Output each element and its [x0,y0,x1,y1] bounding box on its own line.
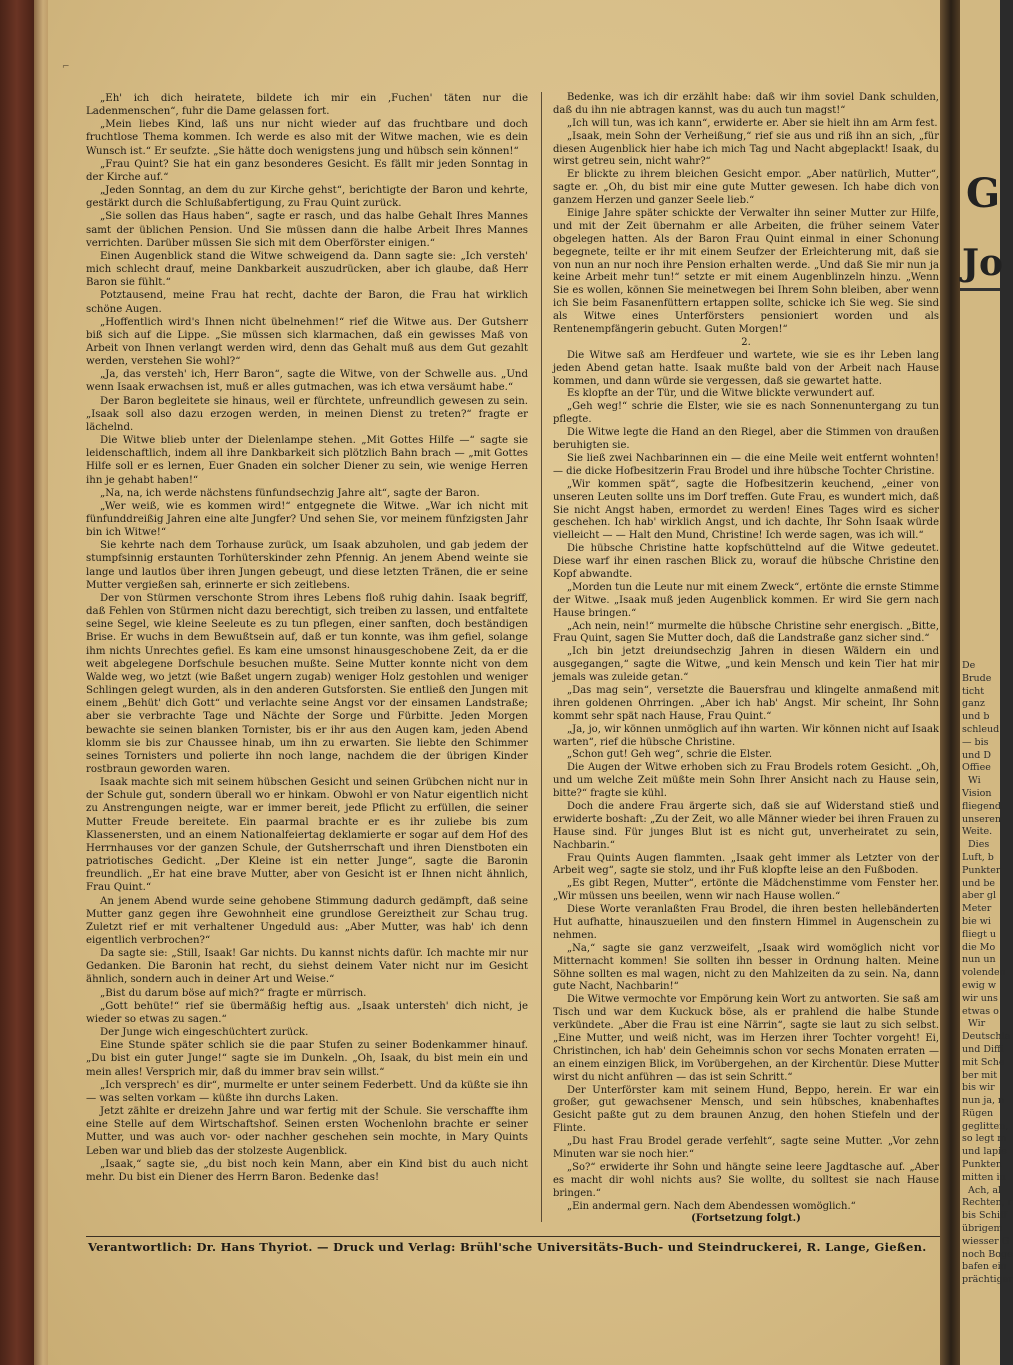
paragraph: Sie ließ zwei Nachbarinnen ein — die eine Meile weit entfernt wohnten! — die dicke Hofbesitzerin Frau Brodel und ihre hübsche Tochter Christine. [553,452,939,477]
paragraph: Isaak machte sich mit seinem hübschen Gesicht und seinen Grübchen nicht nur in der Schule gut, sondern überall wo er hinkam. Obwohl er von Natur eigentlich nicht zu Anstrengungen neigte, war er immer bereit, jede Pflicht zu erfüllen, die seiner Mutter Freude bereitete. Ein paarmal brachte er es ihr zuliebe bis zum Klassenersten, und an einem Nationalfeiertag deklamierte er sogar auf dem Hof des Herrnhauses vor der ganzen Schule, der Gutsherrschaft und ihren Dienstboten ein patriotisches Gedicht. „Der Kleine ist ein netter Junge“, sagte die Baronin freundlich. „Er hat eine brave Mutter, aber von Gesicht ist er Ihnen nicht ähnlich, Frau Quint.“ [86,777,528,894]
paragraph: Die Augen der Witwe erhoben sich zu Frau Brodels rotem Gesicht. „Oh, und um welche Zeit müßte mein Sohn Ihrer Ansicht nach zu Hause sein, bitte?“ fragte sie kühl. [553,762,939,800]
paragraph: „Ich versprech' es dir“, murmelte er unter seinem Federbett. Und da küßte sie ihn — was selten vorkam — küßte ihn durchs Laken. [86,1079,528,1104]
paragraph: „Morden tun die Leute nur mit einem Zweck“, ertönte die ernste Stimme der Witwe. „Isaak muß jeden Augenblick kommen. Er wird Sie gern nach Hause bringen.“ [553,581,939,619]
paragraph: „Hoffentlich wird's Ihnen nicht übelnehmen!“ rief die Witwe aus. Der Gutsherr biß sich auf die Lippe. „Sie müssen sich klarmachen, daß ein gewisses Maß von Arbeit von Ihnen verlangt werden wird, denn das Gehalt muß aus dem Gut gezahlt werden, verstehen Sie wohl?“ [86,316,528,368]
paragraph: „Wir kommen spät“, sagte die Hofbesitzerin keuchend, „einer von unseren Leuten sollte uns im Dorf treffen. Gute Frau, es wundert mich, daß Sie nicht Angst haben, ermordet zu werden! Eines Tages wird es sicher geschehen. Ich hab' wirklich Angst, und ich dachte, Ihr Sohn Isaak würde vielleicht — — Halt den Mund, Christine! Ich werde sagen, was ich will.“ [553,478,939,542]
paragraph: Die Witwe saß am Herdfeuer und wartete, wie sie es ihr Leben lang jeden Abend getan hatte. Isaak mußte bald von der Arbeit nach Hause kommen, und dann würde sie vergessen, daß sie gewartet hatte. [553,349,939,387]
adjacent-initial: G [966,170,1001,217]
paragraph: Die Witwe vermochte vor Empörung kein Wort zu antworten. Sie saß am Tisch und war dem Kuckuck böse, als er prahlend die halbe Stunde verkündete. „Aber die Frau ist eine Närrin“, sagte sie laut zu sich selbst. „Eine Mutter, und weiß nicht, was im Herzen ihrer Tochter vorgeht! Ei, Christinchen, ich hab' dein Geheimnis schon vor sechs Monaten erraten — an einem einzigen Blick, im Vorübergehen, an der Kirchentür. Diese Mutter wirst du nicht anführen — das ist sein Schritt.“ [553,994,939,1083]
paragraph: „Schon gut! Geh weg“, schrie die Elster. [567,749,773,761]
paragraph: Sie kehrte nach dem Torhause zurück, um Isaak abzuholen, und gab jedem der stumpfsinnig erstaunten Torhüterskinder zehn Pfennig. An jenem Abend weinte sie lange und lautlos über ihren Jungen gebeugt, und diese letzten Tränen, die er seine Mutter vergießen sah, erinnerte er sich zeitlebens. [86,540,528,591]
paragraph: „Ja, das versteh' ich, Herr Baron“, sagte die Witwe, von der Schwelle aus. „Und wenn Isaak erwachsen ist, muß er alles gutmachen, was ich etwa versäumt habe.“ [86,369,528,394]
adjacent-page [960,0,1013,1365]
paragraph: „Na, na, ich werde nächstens fünfundsechzig Jahre alt“, sagte der Baron. [100,487,480,499]
page-gutter [940,0,962,1365]
paragraph: „Das mag sein“, versetzte die Bauersfrau und klingelte anmaßend mit ihren goldenen Ohrringen. „Aber ich hab' Angst. Mir scheint, Ihr Sohn kommt sehr spät nach Hause, Frau Quint.“ [553,684,939,722]
adjacent-text-fragment: De Brude ticht ganz und b schleud — bis und D Offiee Wi Vision fliegend unseren Weite. Dies Luft, b Punkter und be aber gl Meter bie wi fliegt u die Mo nun un volenden ewig w wir uns etwas o Wir Deutschla und Diffi mit Sche ber mit bis wir nun ja, n Rügen geglitten, so legt m und lapie Punkten mitten in Ach, al Rechten, r bis Schiff übrigem wiesser G noch Boge bafen ein prächtiger [962,660,1013,1286]
paragraph: „Jeden Sonntag, an dem du zur Kirche gehst“, berichtigte der Baron und kehrte, gestärkt durch die Schlußabfertigung, zu Frau Quint zurück. [86,185,528,210]
paragraph: Frau Quints Augen flammten. „Isaak geht immer als Letzter von der Arbeit weg“, sagte sie stolz, und ihr Fuß klopfte leise an den Fußboden. [553,852,939,877]
paragraph: An jenem Abend wurde seine gehobene Stimmung dadurch gedämpft, daß seine Mutter ganz gegen ihre Gewohnheit eine grundlose Gereiztheit zur Schau trug. Zuletzt rief er mit verhaltener Ungeduld aus: „Aber Mutter, was hab' ich denn eigentlich verbrochen?“ [86,895,528,946]
paragraph: Bedenke, was ich dir erzählt habe: daß wir ihm soviel Dank schulden, daß du ihn nie abtragen kannst, was du auch tun magst!“ [553,92,939,116]
paragraph: „Frau Quint? Sie hat ein ganz besonderes Gesicht. Es fällt mir jeden Sonntag in der Kirche auf.“ [86,158,528,183]
paragraph: „Gott behüte!“ rief sie übermäßig heftig aus. „Isaak untersteh' dich nicht, je wieder so etwas zu sagen.“ [86,1000,528,1025]
paragraph: „Mein liebes Kind, laß uns nur nicht wieder auf das fruchtbare und doch fruchtlose Thema kommen. Ich werde es also mit der Witwe machen, wie es dein Wunsch ist.“ Er seufzte. „Sie hätte doch wenigstens jung und hübsch sein können!“ [86,119,528,157]
paragraph: Der Unterförster kam mit seinem Hund, Beppo, herein. Er war ein großer, gut gewachsener Mensch, und sein hübsches, knabenhaftes Gesicht paßte gut zu dem braunen Anzug, den hohen Stiefeln und der Flinte. [553,1084,939,1135]
paragraph: „So?“ erwiderte ihr Sohn und hängte seine leere Jagdtasche auf. „Aber es macht dir wohl nichts aus? Sie wollte, du solltest sie nach Hause bringen.“ [553,1161,939,1199]
adjacent-rule [960,288,1000,291]
page-mark: ⌐ [62,62,70,72]
paragraph: Eine Stunde später schlich sie die paar Stufen zu seiner Bodenkammer hinauf. „Du bist ein guter Junge!“ sagte sie im Dunkeln. „Oh, Isaak, du bist mein ein und mein alles! Versprich mir, daß du immer brav sein willst.“ [86,1040,528,1078]
column-divider [541,92,542,1222]
right-column-part-b [553,350,939,1214]
paragraph: „Wer weiß, wie es kommen wird!“ entgegnete die Witwe. „War ich nicht mit fünfunddreißig Jahren eine alte Jungfer? Und sehen Sie, vor meinem fünfzigsten Jahr bin ich Witwe!“ [86,500,528,539]
paragraph: Potztausend, meine Frau hat recht, dachte der Baron, die Frau hat wirklich schöne Augen. [86,290,528,315]
paragraph: Jetzt zählte er dreizehn Jahre und war fertig mit der Schule. Sie verschaffte ihm eine Stelle auf dem Wirtschaftshof. Seinen ersten Wochenlohn brachte er seiner Mutter, und was auch vor- oder nachher geschehen sein mochte, in Mary Quints Leben war und blieb das der stolzeste Augenblick. [86,1106,528,1157]
paragraph: Doch die andere Frau ärgerte sich, daß sie auf Widerstand stieß und erwiderte boshaft: „Zu der Zeit, wo alle Männer wieder bei ihren Frauen zu Hause sind. Für junges Blut ist es nicht gut, unverheiratet zu sein, Nachbarin.“ [553,800,939,851]
paragraph: „Ja, jo, wir können unmöglich auf ihn warten. Wir können nicht auf Isaak warten“, rief die hübsche Christine. [553,723,939,748]
paragraph: Diese Worte veranlaßten Frau Brodel, die ihren besten hellebänderten Hut aufhatte, hinauszueilen und den finstern Himmel in Augenschein zu nehmen. [553,904,939,941]
paragraph: „Sie sollen das Haus haben“, sagte er rasch, und das halbe Gehalt Ihres Mannes samt der üblichen Pension. Und Sie müssen dann die halbe Arbeit Ihres Mannes verrichten. Darüber müssen Sie sich mit dem Oberförster einigen.“ [86,211,528,249]
paragraph: „Ein andermal gern. Nach dem Abendessen womöglich.“ [567,1200,856,1212]
left-text-column [86,92,528,1184]
paragraph: Die Witwe blieb unter der Dielenlampe stehen. „Mit Gottes Hilfe —“ sagte sie leidenschaftlich, indem all ihre Dankbarkeit sich plötzlich Bahn brach — „mit Gottes Hilfe soll er es lernen, Euer Gnaden ein solcher Diener zu sein, wie wenige Herren ihn je gehabt haben!“ [86,435,528,486]
paragraph: „Na,“ sagte sie ganz verzweifelt, „Isaak wird womöglich nicht vor Mitternacht kommen! Sie sollten ihn besser in Ordnung halten. Meine Söhne sollten es mal wagen, nicht zu den Mahlzeiten da zu sein. Na, dann gute Nacht, Nachbarin!“ [553,942,939,993]
paragraph: Da sagte sie: „Still, Isaak! Gar nichts. Du kannst nichts dafür. Ich machte mir nur Gedanken. Die Baronin hat recht, du siehst deinem Vater nicht nur im Gesicht ähnlich, sondern auch in deiner Art und Weise.“ [86,948,528,986]
paragraph: Der Junge wich eingeschüchtert zurück. [100,1027,309,1039]
adjacent-heading: Jo [962,242,1004,284]
continued-note: (Fortsetzung folgt.) [691,1213,801,1225]
paragraph: „Geh weg!“ schrie die Elster, wie sie es nach Sonnenuntergang zu tun pflegte. [553,401,939,426]
paragraph: Einen Augenblick stand die Witwe schweigend da. Dann sagte sie: „Ich versteh' mich schlecht drauf, meine Dankbarkeit auszudrücken, aber ich glaube, daß Herr Baron sie fühlt.“ [86,250,528,289]
paragraph: „Ach nein, nein!“ murmelte die hübsche Christine sehr energisch. „Bitte, Frau Quint, sagen Sie Mutter doch, daß die Landstraße ganz sicher sind.“ [553,620,939,645]
section-number: 2. [741,336,751,348]
paragraph: „Isaak, mein Sohn der Verheißung,“ rief sie aus und riß ihn an sich, „für diesen Augenblick hier habe ich mich Tag und Nacht abgeplackt! Isaak, du wirst getreu sein, nicht wahr?“ [553,130,939,168]
paragraph: Einige Jahre später schickte der Verwalter ihn seiner Mutter zur Hilfe, und mit der Zeit übernahm er alle Arbeiten, die früher seinem Vater obgelegen hatten. Als der Baron Frau Quint einmal in einer Schonung begegnete, teilte er ihr mit einem Seufzer der Erleichterung mit, daß sie von nun an nur noch ihre Pension erhalten werde. „Und daß Sie mir nun ja keine Arbeit mehr tun!“ setzte er mit einem Augenblinzeln hinzu. „Wenn Sie es wollen, können Sie meinetwegen bei Ihrem Sohn bleiben, aber wenn ich Sie beim Fasanenfüttern ertappen sollte, schicke ich Sie weg. Sie sind als Witwe eines Unterförsters pensioniert worden und als Rentenempfängerin gebucht. Guten Morgen!“ [553,208,939,336]
right-column-part-a [553,92,939,337]
right-text-column [553,92,939,1226]
paragraph: Die hübsche Christine hatte kopfschüttelnd auf die Witwe gedeutet. Diese warf ihr einen raschen Blick zu, worauf die hübsche Christine den Kopf abwandte. [553,543,939,580]
paragraph: „Eh' ich dich heiratete, bildete ich mir ein ‚Fuchen' täten nur die Ladenmenschen“, fuhr die Dame gelassen fort. [86,93,528,118]
paragraph: Es klopfte an der Tür, und die Witwe blickte verwundert auf. [567,388,875,400]
paragraph: „Ich will tun, was ich kann“, erwiderte er. Aber sie hielt ihn am Arm fest. [567,117,938,129]
paragraph: Der Baron begleitete sie hinaus, weil er fürchtete, unfreundlich gewesen zu sein. „Isaak soll also dazu erzogen werden, in meinen Dienst zu treten?“ fragte er lächelnd. [86,395,528,433]
paragraph: „Bist du darum böse auf mich?“ fragte er mürrisch. [100,987,367,999]
paragraph: Die Witwe legte die Hand an den Riegel, aber die Stimmen von draußen beruhigten sie. [553,427,939,452]
paragraph: „Es gibt Regen, Mutter“, ertönte die Mädchenstimme vom Fenster her. „Wir müssen uns beeilen, wenn wir nach Hause wollen.“ [553,878,939,903]
footer-divider [86,1236,942,1237]
imprint-footer: Verantwortlich: Dr. Hans Thyriot. — Druck und Verlag: Brühl'sche Universitäts-Buch- und Steindruckerei, R. Lange, Gießen. [88,1240,927,1254]
paragraph: „Isaak,“ sagte sie, „du bist noch kein Mann, aber ein Kind bist du auch nicht mehr. Du bist ein Diener des Herrn Baron. Bedenke das! [86,1158,528,1183]
paragraph: Er blickte zu ihrem bleichen Gesicht empor. „Aber natürlich, Mutter“, sagte er. „Oh, du bist mir eine gute Mutter gewesen. Ich habe dich von ganzem Herzen und ganzer Seele lieb.“ [553,169,939,207]
paragraph: Der von Stürmen verschonte Strom ihres Lebens floß ruhig dahin. Isaak begriff, daß Fehlen von Stürmen nicht dazu berechtigt, sich treiben zu lassen, und entfaltete seine Segel, wie kleine Seeleute es zu tun pflegen, einer sanften, doch beständigen Brise. Er wuchs in dem Bewußtsein auf, daß er tun konnte, was ihm gefiel, solange ihm nichts Unrechtes gefiel. Es kam eine umsonst hinausgeschobene Zeit, da er die weit abgelegene Dorfschule besuchen mußte. Seine Mutter konnte nicht von dem Walde weg, wo jetzt (wie Baßet ungern zugab) weniger Holz gestohlen und weniger Schlingen gelegt wurden, als in den anderen Gutsforsten. Sie entließ den Jungen mit einem „Behüt' dich Gott“ und verlachte seine Angst vor der einsamen Landstraße; aber sie verbrachte Tage und Nächte der Sorge und Fürbitte. Jeden Morgen bewachte sie seinen blanken Tornister, bis er ihr aus den Augen kam, jeden Abend klomm sie bis zur Chaussee hinab, um ihn zu erwarten. Sie liebte den Schimmer seines Tornisters und polierte ihn noch lange, nachdem die der übrigen Kinder rostbraun geworden waren. [86,592,528,775]
paragraph: „Du hast Frau Brodel gerade verfehlt“, sagte seine Mutter. „Vor zehn Minuten war sie noch hier.“ [553,1136,939,1161]
paragraph: „Ich bin jetzt dreiundsechzig Jahren in diesen Wäldern ein und ausgegangen,“ sagte die Witwe, „und kein Mensch und kein Tier hat mir jemals was zuleide getan.“ [553,646,939,684]
